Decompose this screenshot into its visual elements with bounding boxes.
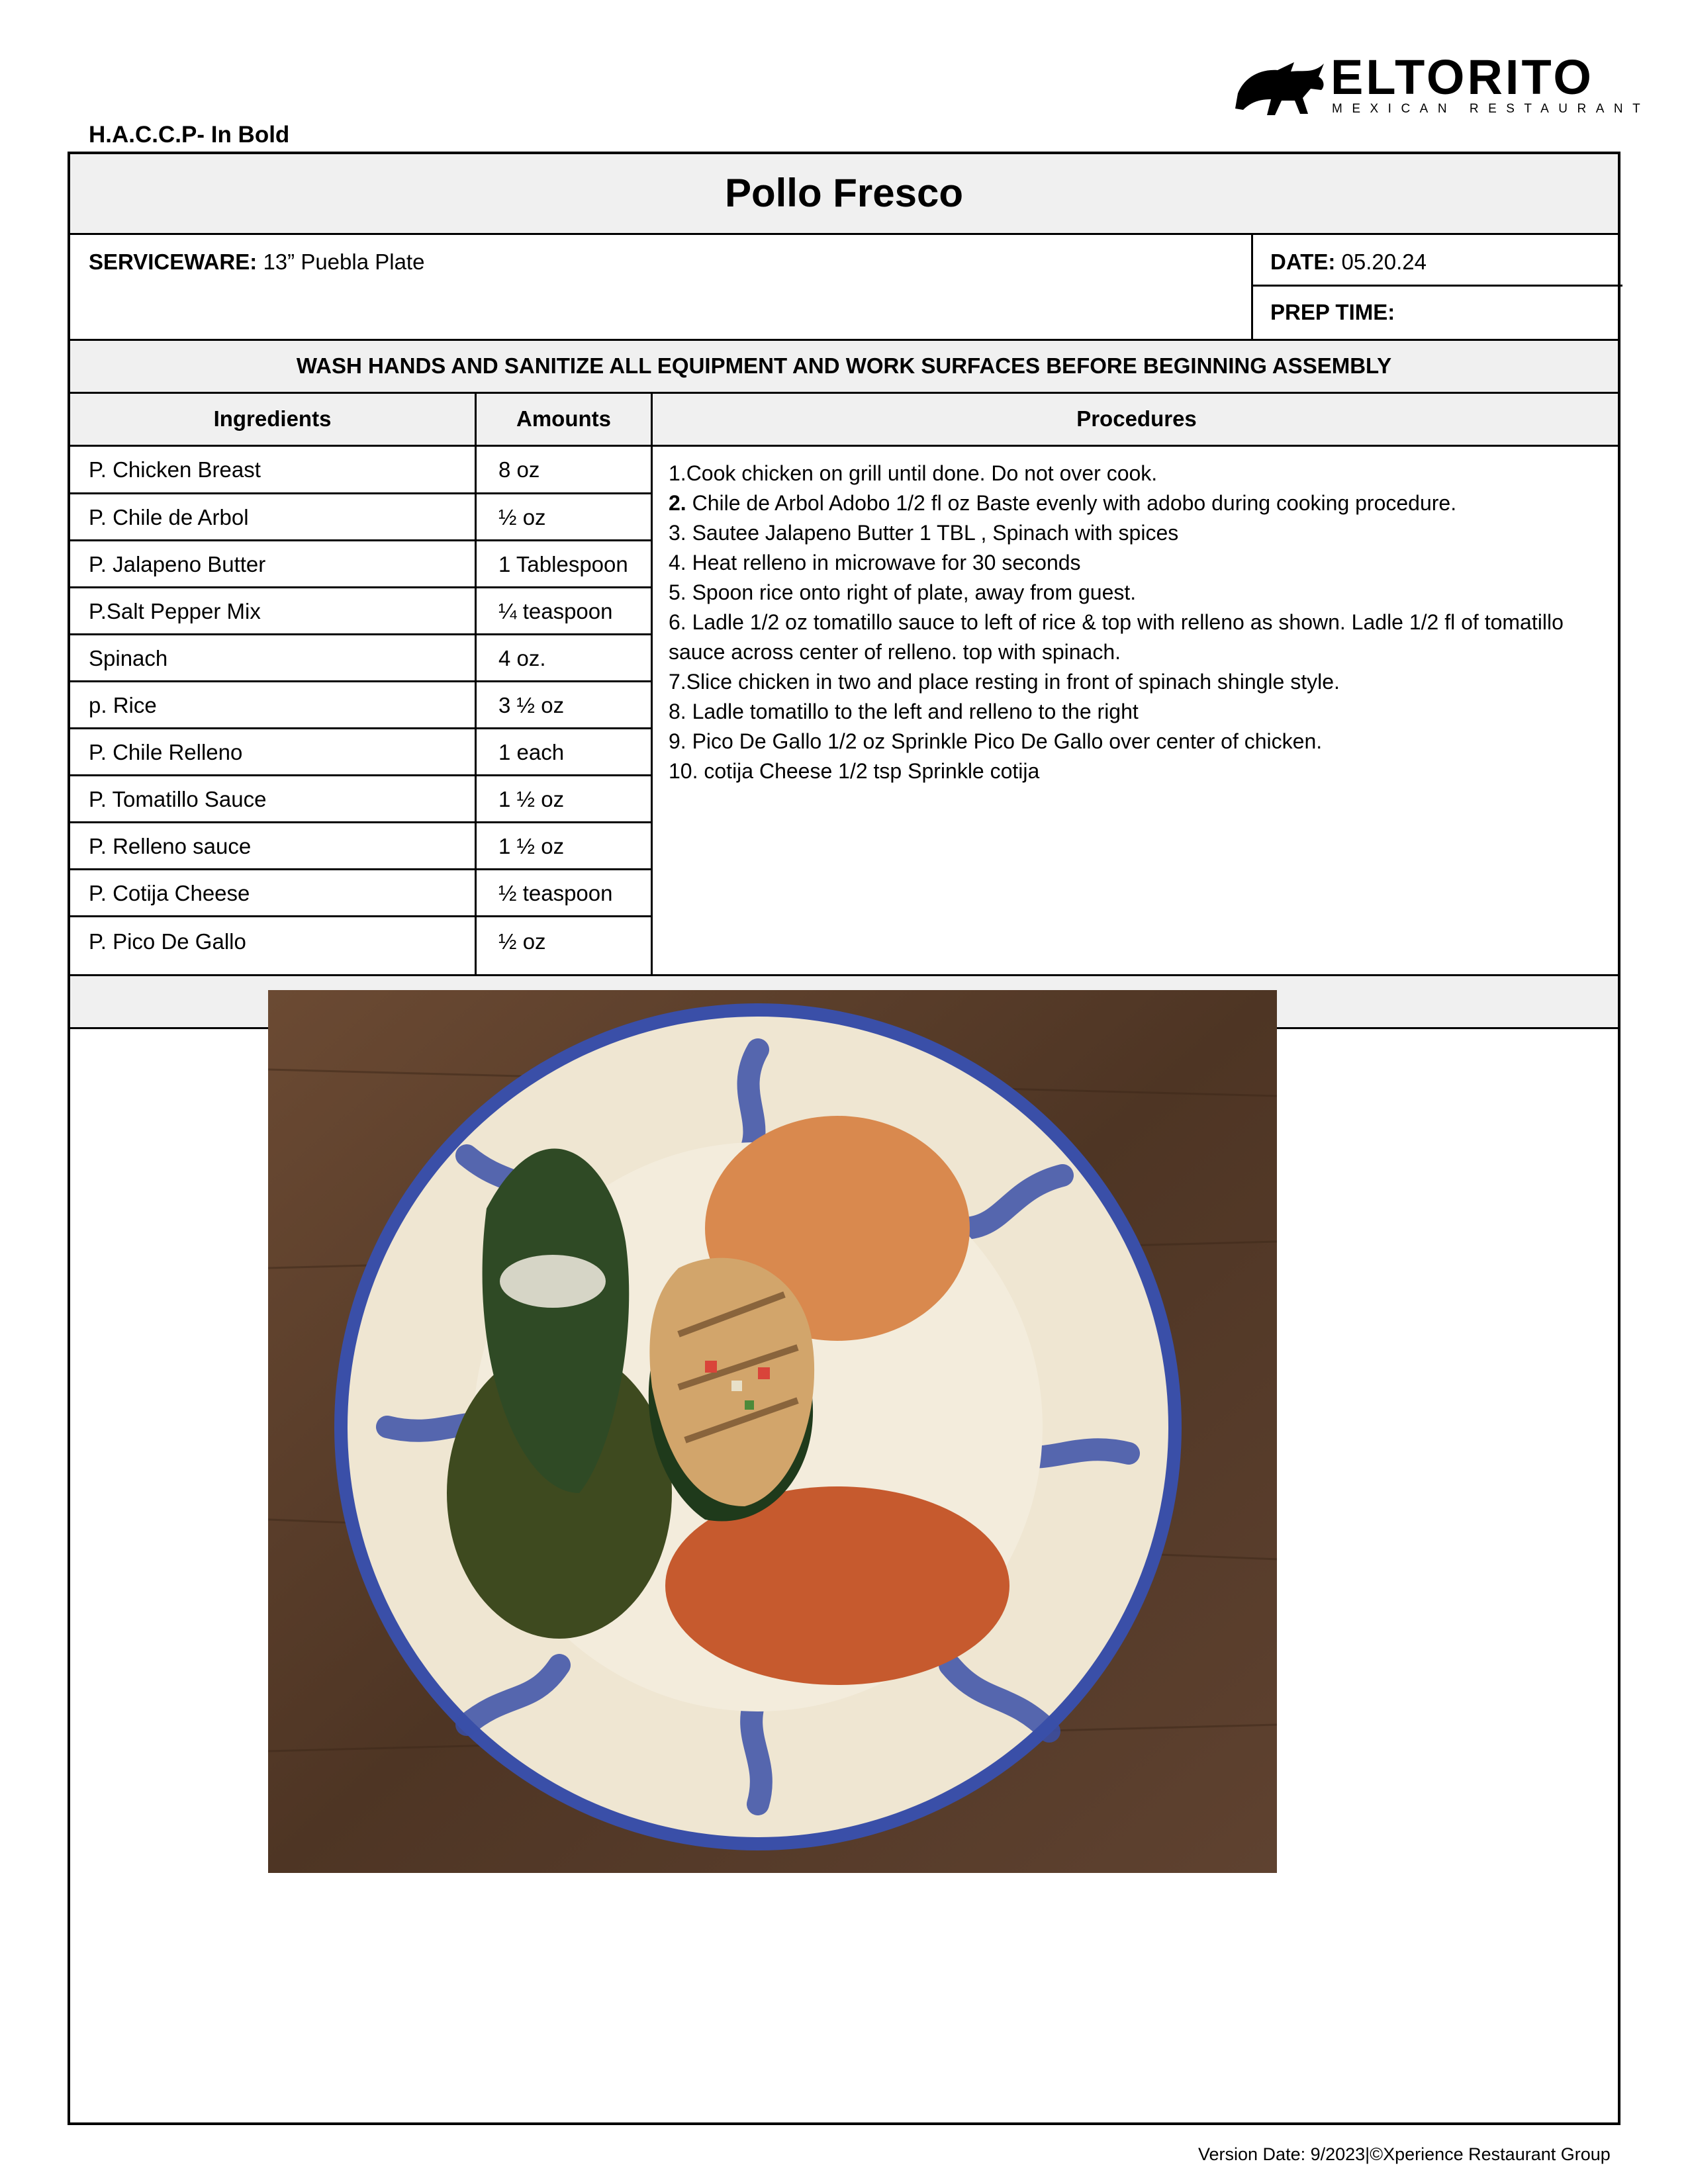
recipe-table xyxy=(70,447,1618,976)
ingredient-name: P. Cotija Cheese xyxy=(89,881,250,905)
ingredient-amount: 1 ½ oz xyxy=(498,787,565,811)
ingredient-row xyxy=(70,682,651,729)
procedure-step: 10. cotija Cheese 1/2 tsp Sprinkle cotija xyxy=(669,759,1040,783)
ingredient-name: p. Rice xyxy=(89,693,157,717)
procedure-step-text: Chile de Arbol Adobo 1/2 fl oz Baste evenly with adobo during cooking procedure. xyxy=(686,491,1457,515)
ingredient-name: P. Jalapeno Butter xyxy=(89,552,266,576)
procedure-step: 3. Sautee Jalapeno Butter 1 TBL , Spinach with spices xyxy=(669,521,1179,545)
ingredient-amount: 4 oz. xyxy=(498,646,546,670)
haccp-note: H.A.C.C.P- In Bold xyxy=(89,122,290,148)
serviceware-value: 13” Puebla Plate xyxy=(263,250,425,274)
ingredient-row xyxy=(70,823,651,870)
prep-time-field xyxy=(1253,287,1622,339)
ingredient-amount: 1 each xyxy=(498,740,565,764)
brand-logo xyxy=(1231,50,1650,118)
procedure-step: 9. Pico De Gallo 1/2 oz Sprinkle Pico De Gallo over center of chicken. xyxy=(669,729,1323,753)
ingredient-row xyxy=(70,870,651,917)
serviceware-label: SERVICEWARE: xyxy=(89,250,258,274)
ingredient-name: P. Pico De Gallo xyxy=(89,929,246,954)
procedure-list xyxy=(669,459,1602,786)
ingredient-amount: 1 ½ oz xyxy=(498,834,565,858)
ingredient-name: P. Tomatillo Sauce xyxy=(89,787,267,811)
procedure-step xyxy=(669,488,1602,518)
page-title: Pollo Fresco xyxy=(70,154,1618,235)
ingredient-name: P. Chile de Arbol xyxy=(89,505,249,529)
date-label: DATE: xyxy=(1270,250,1336,274)
serviceware-row xyxy=(70,235,1618,341)
ingredient-row xyxy=(70,447,651,494)
wash-notice: WASH HANDS AND SANITIZE ALL EQUIPMENT AND WORK SURFACES BEFORE BEGINNING ASSEMBLY xyxy=(70,341,1618,394)
ingredient-amount: 8 oz xyxy=(498,457,540,482)
ingredient-amount: ½ teaspoon xyxy=(498,881,613,905)
amounts-header: Amounts xyxy=(475,394,651,445)
ingredient-name: P. Relleno sauce xyxy=(89,834,252,858)
ingredient-row xyxy=(70,729,651,776)
cotija-cheese xyxy=(500,1255,606,1308)
ingredient-amount: 1 Tablespoon xyxy=(498,552,628,576)
ingredient-amount: 3 ½ oz xyxy=(498,693,565,717)
procedure-step: 6. Ladle 1/2 oz tomatillo sauce to left of rice & top with relleno as shown. Ladle 1/2 fl of tomatillo sauce across center of relleno. top with spinach. xyxy=(669,610,1564,664)
column-divider xyxy=(651,447,653,974)
bull-icon xyxy=(1231,57,1331,118)
ingredient-amount: ½ oz xyxy=(498,505,546,529)
ingredient-name: P. Chicken Breast xyxy=(89,457,261,482)
procedure-step: 8. Ladle tomatillo to the left and relleno to the right xyxy=(669,700,1139,723)
ingredient-row xyxy=(70,494,651,541)
ingredient-name: Spinach xyxy=(89,646,168,670)
ingredient-row xyxy=(70,635,651,682)
dish-photo xyxy=(268,990,1277,1873)
ingredient-row xyxy=(70,776,651,823)
procedure-step: 1.Cook chicken on grill until done. Do not over cook. xyxy=(669,461,1158,485)
brand-tagline: MEXICAN RESTAURANT xyxy=(1332,102,1650,116)
procedure-step-number: 2. xyxy=(669,491,686,515)
date-field xyxy=(1253,235,1622,287)
ingredient-amount: ½ oz xyxy=(498,929,546,954)
date-prep-block xyxy=(1251,235,1622,339)
ingredient-amount: ¼ teaspoon xyxy=(498,599,613,623)
ingredient-row xyxy=(70,917,651,974)
procedure-step: 7.Slice chicken in two and place resting in front of spinach shingle style. xyxy=(669,670,1340,694)
procedure-step: 4. Heat relleno in microwave for 30 seconds xyxy=(669,551,1081,574)
ingredient-row xyxy=(70,588,651,635)
ingredient-name: P. Chile Relleno xyxy=(89,740,243,764)
version-footer: Version Date: 9/2023|©Xperience Restaurant Group xyxy=(1198,2144,1611,2164)
procedures-header: Procedures xyxy=(651,394,1620,445)
procedure-step: 5. Spoon rice onto right of plate, away from guest. xyxy=(669,580,1137,604)
table-header xyxy=(70,394,1618,447)
ingredients-header: Ingredients xyxy=(213,406,332,431)
brand-name: ELTORITO xyxy=(1331,50,1594,105)
date-value: 05.20.24 xyxy=(1341,250,1427,274)
serviceware-field xyxy=(89,250,424,275)
ingredient-name: P.Salt Pepper Mix xyxy=(89,599,261,623)
ingredient-row xyxy=(70,541,651,588)
prep-time-label: PREP TIME: xyxy=(1270,300,1395,324)
